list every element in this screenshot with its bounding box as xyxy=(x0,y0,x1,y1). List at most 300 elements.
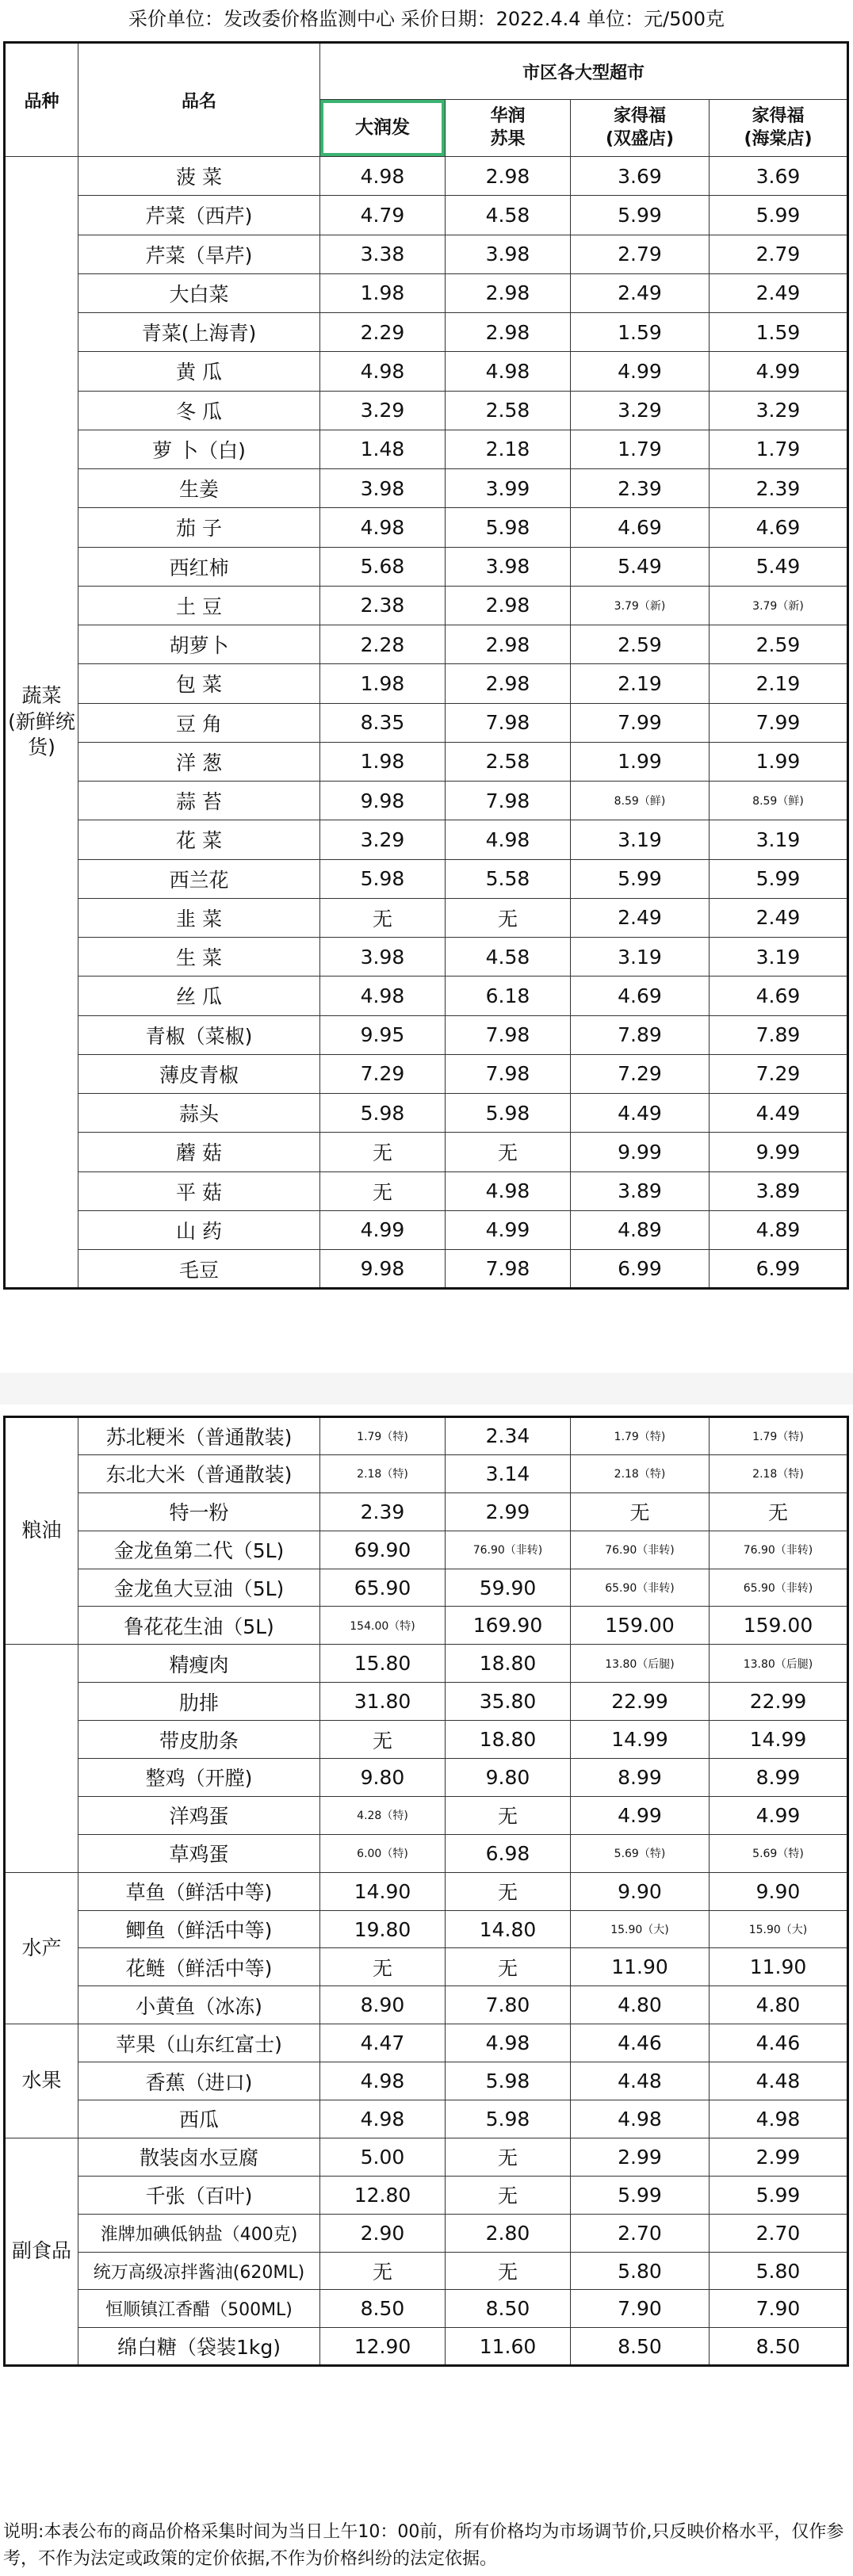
item-name: 生 菜 xyxy=(78,938,320,977)
price-cell: 19.80 xyxy=(320,1910,446,1948)
price-cell: 无 xyxy=(710,1492,848,1531)
price-cell: 65.90（非转) xyxy=(571,1569,710,1607)
table-row xyxy=(5,625,848,664)
table-row xyxy=(5,586,848,625)
price-cell: 9.99 xyxy=(710,1133,848,1171)
price-cell: 8.90 xyxy=(320,1986,446,2024)
price-cell: 2.49 xyxy=(571,273,710,312)
price-cell: 5.80 xyxy=(571,2252,710,2290)
price-cell: 7.29 xyxy=(710,1054,848,1093)
price-cell: 8.50 xyxy=(571,2328,710,2366)
price-cell: 7.90 xyxy=(710,2290,848,2328)
price-cell: 2.79 xyxy=(571,235,710,273)
price-cell: 4.46 xyxy=(571,2024,710,2062)
price-cell: 8.99 xyxy=(571,1759,710,1797)
price-cell: 76.90（非转) xyxy=(710,1531,848,1569)
table-row xyxy=(5,1094,848,1133)
category-cell xyxy=(5,1645,78,1872)
table-row xyxy=(5,1721,848,1759)
price-cell: 3.89 xyxy=(571,1171,710,1210)
table-row xyxy=(5,1210,848,1249)
price-cell: 无 xyxy=(320,1721,446,1759)
price-cell: 7.80 xyxy=(446,1986,571,2024)
price-cell: 无 xyxy=(446,1796,571,1834)
item-name: 菠 菜 xyxy=(78,157,320,196)
price-cell: 4.80 xyxy=(710,1986,848,2024)
price-cell: 13.80（后腿) xyxy=(710,1645,848,1683)
price-cell: 154.00（特) xyxy=(320,1607,446,1645)
price-cell: 4.98 xyxy=(571,2100,710,2138)
price-cell: 2.70 xyxy=(710,2214,848,2252)
price-cell: 3.98 xyxy=(446,235,571,273)
price-cell: 4.46 xyxy=(710,2024,848,2062)
price-cell: 5.68 xyxy=(320,547,446,586)
price-cell: 4.99 xyxy=(710,352,848,391)
price-cell: 8.59（鲜) xyxy=(571,782,710,820)
price-cell: 2.38 xyxy=(320,586,446,625)
table-row xyxy=(5,1645,848,1683)
price-cell: 3.19 xyxy=(571,820,710,859)
price-cell: 8.35 xyxy=(320,703,446,742)
item-name: 苹果（山东红富士) xyxy=(78,2024,320,2062)
price-cell: 2.58 xyxy=(446,742,571,781)
price-cell: 5.99 xyxy=(571,2176,710,2214)
price-cell: 2.59 xyxy=(571,625,710,664)
price-cell: 7.89 xyxy=(710,1015,848,1054)
price-cell: 14.90 xyxy=(320,1872,446,1910)
price-cell: 7.98 xyxy=(446,703,571,742)
item-name: 黄 瓜 xyxy=(78,352,320,391)
price-cell: 5.99 xyxy=(710,196,848,235)
category-cell: 水产 xyxy=(5,1872,78,2024)
price-cell: 8.99 xyxy=(710,1759,848,1797)
table-row xyxy=(5,235,848,273)
price-cell: 4.47 xyxy=(320,2024,446,2062)
table-row xyxy=(5,273,848,312)
price-cell: 3.19 xyxy=(710,820,848,859)
table-row xyxy=(5,977,848,1015)
price-cell: 35.80 xyxy=(446,1683,571,1721)
price-cell: 6.00（特) xyxy=(320,1834,446,1872)
price-cell: 2.19 xyxy=(710,664,848,703)
price-cell: 11.60 xyxy=(446,2328,571,2366)
price-cell: 5.99 xyxy=(571,859,710,898)
item-name: 山 药 xyxy=(78,1210,320,1249)
table-row xyxy=(5,352,848,391)
grocery-price-table xyxy=(3,1416,849,2367)
price-cell: 6.18 xyxy=(446,977,571,1015)
table-row xyxy=(5,2214,848,2252)
price-cell: 2.98 xyxy=(446,664,571,703)
item-name: 胡萝卜 xyxy=(78,625,320,664)
item-name: 毛豆 xyxy=(78,1250,320,1289)
item-name: 千张（百叶) xyxy=(78,2176,320,2214)
price-cell: 2.70 xyxy=(571,2214,710,2252)
table-row xyxy=(5,2328,848,2366)
price-cell: 7.29 xyxy=(320,1054,446,1093)
price-cell: 2.99 xyxy=(446,1492,571,1531)
price-cell: 1.79（特) xyxy=(320,1417,446,1455)
item-name: 薄皮青椒 xyxy=(78,1054,320,1093)
price-cell: 1.99 xyxy=(710,742,848,781)
price-cell: 1.59 xyxy=(710,313,848,352)
price-cell: 2.80 xyxy=(446,2214,571,2252)
item-name: 洋 葱 xyxy=(78,742,320,781)
price-cell: 5.98 xyxy=(320,859,446,898)
price-cell: 3.29 xyxy=(710,391,848,430)
price-cell: 4.99 xyxy=(571,1796,710,1834)
price-cell: 2.98 xyxy=(446,625,571,664)
price-cell: 4.69 xyxy=(571,977,710,1015)
price-cell: 2.79 xyxy=(710,235,848,273)
price-cell: 4.98 xyxy=(446,1171,571,1210)
price-cell: 12.90 xyxy=(320,2328,446,2366)
price-cell: 4.58 xyxy=(446,196,571,235)
price-cell: 3.19 xyxy=(571,938,710,977)
price-cell: 15.90（大) xyxy=(571,1910,710,1948)
table-row xyxy=(5,664,848,703)
price-cell: 5.99 xyxy=(710,2176,848,2214)
price-cell: 7.99 xyxy=(710,703,848,742)
price-cell: 15.80 xyxy=(320,1645,446,1683)
price-cell: 1.79 xyxy=(571,430,710,468)
item-name: 整鸡（开膛) xyxy=(78,1759,320,1797)
item-name: 草鸡蛋 xyxy=(78,1834,320,1872)
item-name: 大白菜 xyxy=(78,273,320,312)
price-cell: 159.00 xyxy=(710,1607,848,1645)
item-name: 丝 瓜 xyxy=(78,977,320,1015)
table-row xyxy=(5,196,848,235)
price-cell: 5.98 xyxy=(446,508,571,547)
price-cell: 4.98 xyxy=(320,2100,446,2138)
price-cell: 76.90（非转) xyxy=(571,1531,710,1569)
price-cell: 2.28 xyxy=(320,625,446,664)
item-name: 生姜 xyxy=(78,469,320,508)
price-cell: 3.79（新) xyxy=(710,586,848,625)
price-cell: 6.99 xyxy=(710,1250,848,1289)
item-name: 带皮肋条 xyxy=(78,1721,320,1759)
price-cell: 9.90 xyxy=(710,1872,848,1910)
table-row xyxy=(5,1569,848,1607)
price-cell: 3.29 xyxy=(320,391,446,430)
table-row xyxy=(5,1683,848,1721)
table-row xyxy=(5,938,848,977)
item-name: 青椒（菜椒) xyxy=(78,1015,320,1054)
table-row xyxy=(5,898,848,937)
table-row xyxy=(5,703,848,742)
item-name: 平 菇 xyxy=(78,1171,320,1210)
category-cell: 水果 xyxy=(5,2024,78,2138)
price-cell: 15.90（大) xyxy=(710,1910,848,1948)
item-name: 芹菜（旱芹) xyxy=(78,235,320,273)
item-name: 蘑 菇 xyxy=(78,1133,320,1171)
item-name: 西红柿 xyxy=(78,547,320,586)
price-cell: 31.80 xyxy=(320,1683,446,1721)
item-name: 东北大米（普通散装) xyxy=(78,1454,320,1492)
table-row xyxy=(5,2062,848,2100)
table-row xyxy=(5,157,848,196)
price-cell: 9.90 xyxy=(571,1872,710,1910)
price-cell: 9.80 xyxy=(320,1759,446,1797)
item-name: 花鲢（鲜活中等) xyxy=(78,1948,320,1986)
table-row xyxy=(5,2252,848,2290)
item-name: 特一粉 xyxy=(78,1492,320,1531)
price-cell: 3.89 xyxy=(710,1171,848,1210)
price-cell: 7.98 xyxy=(446,1054,571,1093)
category-cell: 副食品 xyxy=(5,2138,78,2365)
price-cell: 14.80 xyxy=(446,1910,571,1948)
price-cell: 2.39 xyxy=(571,469,710,508)
price-cell: 4.58 xyxy=(446,938,571,977)
item-name: 金龙鱼第二代（5L) xyxy=(78,1531,320,1569)
item-name: 绵白糖（袋装1kg) xyxy=(78,2328,320,2366)
price-cell: 4.98 xyxy=(320,977,446,1015)
table-row xyxy=(5,508,848,547)
table-row xyxy=(5,1910,848,1948)
price-cell: 22.99 xyxy=(571,1683,710,1721)
price-cell: 2.90 xyxy=(320,2214,446,2252)
table-row xyxy=(5,1492,848,1531)
category-cell: 蔬菜 (新鲜统 货) xyxy=(5,157,78,1289)
price-cell: 无 xyxy=(446,2176,571,2214)
price-cell: 5.98 xyxy=(446,2062,571,2100)
price-cell: 5.99 xyxy=(710,859,848,898)
price-cell: 9.98 xyxy=(320,782,446,820)
price-cell: 无 xyxy=(446,2252,571,2290)
report-header: 采价单位：发改委价格监测中心 采价日期：2022.4.4 单位：元/500克 xyxy=(128,8,725,30)
price-cell: 1.79（特) xyxy=(710,1417,848,1455)
price-cell: 2.49 xyxy=(710,898,848,937)
price-cell: 4.98 xyxy=(320,352,446,391)
price-cell: 159.00 xyxy=(571,1607,710,1645)
table-row xyxy=(5,1133,848,1171)
table-row xyxy=(5,469,848,508)
table-row xyxy=(5,2290,848,2328)
price-cell: 6.99 xyxy=(571,1250,710,1289)
price-cell: 18.80 xyxy=(446,1721,571,1759)
table-row xyxy=(5,1250,848,1289)
item-name: 洋鸡蛋 xyxy=(78,1796,320,1834)
price-cell: 4.28（特) xyxy=(320,1796,446,1834)
price-cell: 3.98 xyxy=(320,938,446,977)
price-cell: 1.59 xyxy=(571,313,710,352)
price-cell: 无 xyxy=(320,1133,446,1171)
price-cell: 69.90 xyxy=(320,1531,446,1569)
item-name: 散装卤水豆腐 xyxy=(78,2138,320,2176)
item-name: 青菜(上海青) xyxy=(78,313,320,352)
table-row xyxy=(5,2024,848,2062)
price-cell: 65.90 xyxy=(320,1569,446,1607)
store-header: 大润发 xyxy=(320,100,446,157)
table-row xyxy=(5,2100,848,2138)
price-cell: 14.99 xyxy=(571,1721,710,1759)
item-name: 恒顺镇江香醋（500ML) xyxy=(78,2290,320,2328)
item-name: 香蕉（进口) xyxy=(78,2062,320,2100)
price-cell: 169.90 xyxy=(446,1607,571,1645)
table-row xyxy=(5,1834,848,1872)
table-row xyxy=(5,1417,848,1455)
price-cell: 无 xyxy=(446,1872,571,1910)
table-row xyxy=(5,782,848,820)
item-header: 品名 xyxy=(78,43,320,157)
price-cell: 2.18（特) xyxy=(710,1454,848,1492)
price-cell: 3.98 xyxy=(446,547,571,586)
price-cell: 4.49 xyxy=(571,1094,710,1133)
table-row xyxy=(5,742,848,781)
price-cell: 8.50 xyxy=(710,2328,848,2366)
table-row xyxy=(5,430,848,468)
price-cell: 无 xyxy=(446,898,571,937)
item-name: 萝 卜（白) xyxy=(78,430,320,468)
table-row xyxy=(5,2138,848,2176)
price-cell: 3.29 xyxy=(320,820,446,859)
price-cell: 9.98 xyxy=(320,1250,446,1289)
price-cell: 无 xyxy=(320,898,446,937)
table-row xyxy=(5,2176,848,2214)
price-cell: 11.90 xyxy=(710,1948,848,1986)
item-name: 肋排 xyxy=(78,1683,320,1721)
footnote: 说明:本表公布的商品价格采集时间为当日上午10：00前，所有价格均为市场调节价,只反映价格水平，仅作参考，不作为法定或政策的定价依据,不作为价格纠纷的法定依据。 xyxy=(3,2522,844,2569)
price-cell: 3.98 xyxy=(320,469,446,508)
price-cell: 5.69（特) xyxy=(571,1834,710,1872)
price-cell: 4.99 xyxy=(446,1210,571,1249)
table-row xyxy=(5,1948,848,1986)
price-cell: 11.90 xyxy=(571,1948,710,1986)
category-header: 品种 xyxy=(5,43,78,157)
store-header: 华润 苏果 xyxy=(446,100,571,157)
price-cell: 无 xyxy=(320,1948,446,1986)
table-row xyxy=(5,1454,848,1492)
price-cell: 4.98 xyxy=(320,157,446,196)
item-name: 金龙鱼大豆油（5L) xyxy=(78,1569,320,1607)
price-cell: 1.79（特) xyxy=(571,1417,710,1455)
price-cell: 22.99 xyxy=(710,1683,848,1721)
table-row xyxy=(5,391,848,430)
price-cell: 5.99 xyxy=(571,196,710,235)
item-name: 草鱼（鲜活中等) xyxy=(78,1872,320,1910)
price-cell: 无 xyxy=(446,1133,571,1171)
price-cell: 2.39 xyxy=(320,1492,446,1531)
table-row xyxy=(5,1986,848,2024)
price-cell: 4.98 xyxy=(710,2100,848,2138)
price-cell: 3.79（新) xyxy=(571,586,710,625)
table-row xyxy=(5,1171,848,1210)
price-cell: 4.89 xyxy=(710,1210,848,1249)
price-cell: 7.90 xyxy=(571,2290,710,2328)
price-cell: 8.59（鲜) xyxy=(710,782,848,820)
price-cell: 5.80 xyxy=(710,2252,848,2290)
item-name: 冬 瓜 xyxy=(78,391,320,430)
price-cell: 7.99 xyxy=(571,703,710,742)
table-row xyxy=(5,859,848,898)
price-cell: 4.98 xyxy=(320,2062,446,2100)
table-separator xyxy=(0,1373,853,1405)
price-cell: 4.98 xyxy=(446,820,571,859)
item-name: 精瘦肉 xyxy=(78,1645,320,1683)
price-cell: 7.89 xyxy=(571,1015,710,1054)
price-cell: 4.69 xyxy=(571,508,710,547)
item-name: 统万高级凉拌酱油(620ML) xyxy=(78,2252,320,2290)
price-cell: 4.99 xyxy=(710,1796,848,1834)
price-cell: 8.50 xyxy=(320,2290,446,2328)
price-cell: 2.18（特) xyxy=(320,1454,446,1492)
price-cell: 3.69 xyxy=(571,157,710,196)
price-cell: 2.49 xyxy=(571,898,710,937)
price-cell: 14.99 xyxy=(710,1721,848,1759)
item-name: 芹菜（西芹) xyxy=(78,196,320,235)
price-cell: 2.18 xyxy=(446,430,571,468)
table-row xyxy=(5,547,848,586)
vegetable-price-table xyxy=(3,41,849,1290)
price-cell: 5.98 xyxy=(446,1094,571,1133)
price-cell: 2.19 xyxy=(571,664,710,703)
table-row xyxy=(5,313,848,352)
price-cell: 无 xyxy=(446,2138,571,2176)
price-cell: 3.14 xyxy=(446,1454,571,1492)
price-cell: 5.98 xyxy=(446,2100,571,2138)
price-cell: 3.99 xyxy=(446,469,571,508)
item-name: 苏北粳米（普通散装) xyxy=(78,1417,320,1455)
item-name: 淮牌加碘低钠盐（400克) xyxy=(78,2214,320,2252)
price-cell: 1.48 xyxy=(320,430,446,468)
price-cell: 3.69 xyxy=(710,157,848,196)
price-cell: 5.58 xyxy=(446,859,571,898)
price-cell: 5.69（特) xyxy=(710,1834,848,1872)
price-cell: 7.98 xyxy=(446,782,571,820)
price-cell: 5.98 xyxy=(320,1094,446,1133)
table-row xyxy=(5,1607,848,1645)
price-cell: 4.69 xyxy=(710,977,848,1015)
price-cell: 7.98 xyxy=(446,1250,571,1289)
price-cell: 3.19 xyxy=(710,938,848,977)
item-name: 茄 子 xyxy=(78,508,320,547)
item-name: 豆 角 xyxy=(78,703,320,742)
table-row xyxy=(5,1054,848,1093)
price-cell: 5.49 xyxy=(710,547,848,586)
price-cell: 1.98 xyxy=(320,273,446,312)
price-cell: 2.98 xyxy=(446,313,571,352)
price-cell: 2.49 xyxy=(710,273,848,312)
price-cell: 2.39 xyxy=(710,469,848,508)
item-name: 韭 菜 xyxy=(78,898,320,937)
price-cell: 2.98 xyxy=(446,586,571,625)
store-header: 家得福 (双盛店) xyxy=(571,100,710,157)
table-row xyxy=(5,1531,848,1569)
price-cell: 13.80（后腿) xyxy=(571,1645,710,1683)
price-cell: 4.69 xyxy=(710,508,848,547)
price-cell: 18.80 xyxy=(446,1645,571,1683)
table-row xyxy=(5,1872,848,1910)
price-cell: 无 xyxy=(446,1948,571,1986)
table-row xyxy=(5,1015,848,1054)
price-cell: 1.79 xyxy=(710,430,848,468)
item-name: 西兰花 xyxy=(78,859,320,898)
price-cell: 9.99 xyxy=(571,1133,710,1171)
price-cell: 5.49 xyxy=(571,547,710,586)
item-name: 土 豆 xyxy=(78,586,320,625)
table-row xyxy=(5,1796,848,1834)
item-name: 西瓜 xyxy=(78,2100,320,2138)
price-cell: 9.95 xyxy=(320,1015,446,1054)
price-cell: 无 xyxy=(320,1171,446,1210)
item-name: 蒜头 xyxy=(78,1094,320,1133)
price-cell: 4.98 xyxy=(446,2024,571,2062)
price-cell: 无 xyxy=(320,2252,446,2290)
item-name: 花 菜 xyxy=(78,820,320,859)
price-cell: 2.59 xyxy=(710,625,848,664)
price-cell: 4.98 xyxy=(446,352,571,391)
price-cell: 7.98 xyxy=(446,1015,571,1054)
